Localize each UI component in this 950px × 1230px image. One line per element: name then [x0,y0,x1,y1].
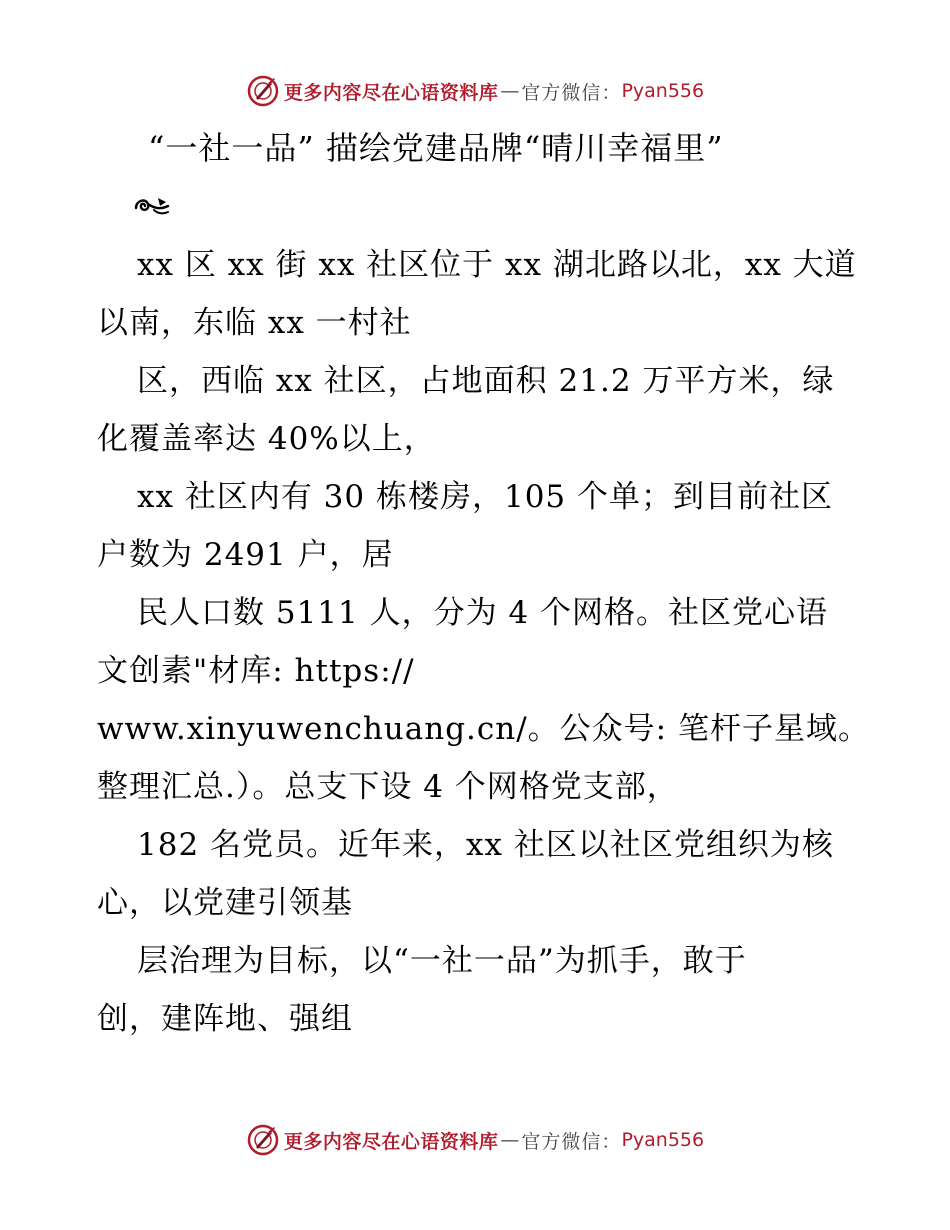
banner-official-text: 官方微信： [521,1130,622,1153]
body-line: 心，以党建引领基 [97,885,353,921]
body-line: 182 名党员。近年来，xx 社区以社区党组织为核 [137,827,834,863]
footer-banner [0,1123,950,1157]
banner-dash: — [500,80,520,102]
banner-main-text: 更多内容尽在心语资料库 [283,81,499,104]
body-line: 文创素"材库: https:// [97,653,415,689]
body-line: 区，西临 xx 社区，占地面积 21.2 万平方米，绿 [137,363,835,399]
body-line: 层治理为目标，以“一社一品”为抓手，敢于 [137,943,747,979]
body-line: 民人口数 5111 人，分为 4 个网格。社区党心语 [137,595,829,631]
body-line: www.xinyuwenchuang.cn/。公众号: 笔杆子星域。 [97,711,870,747]
body-line: 整理汇总.）。总支下设 4 个网格党支部， [97,769,679,805]
swirl-ornament-icon [132,192,172,218]
document-body [97,236,870,1048]
body-line: 创，建阵地、强组 [97,1001,353,1037]
banner-account: Pyan556 [621,1129,705,1151]
body-line: 化覆盖率达 40%以上， [97,421,436,457]
banner-dash: — [500,1129,520,1151]
banner-main-text: 更多内容尽在心语资料库 [283,1130,499,1153]
pen-logo-icon [246,1123,280,1157]
body-line: 以南，东临 xx 一村社 [97,305,412,341]
banner-official-text: 官方微信： [521,81,622,104]
banner-account: Pyan556 [621,80,705,102]
header-banner [0,74,950,108]
pen-logo-icon [246,74,280,108]
body-line: 户数为 2491 户，居 [97,537,394,573]
body-line: xx 社区内有 30 栋楼房，105 个单；到目前社区 [137,479,833,515]
document-title: “一社一品” 描绘党建品牌“晴川幸福里” [148,129,724,167]
body-line: xx 区 xx 街 xx 社区位于 xx 湖北路以北，xx 大道 [137,247,857,283]
